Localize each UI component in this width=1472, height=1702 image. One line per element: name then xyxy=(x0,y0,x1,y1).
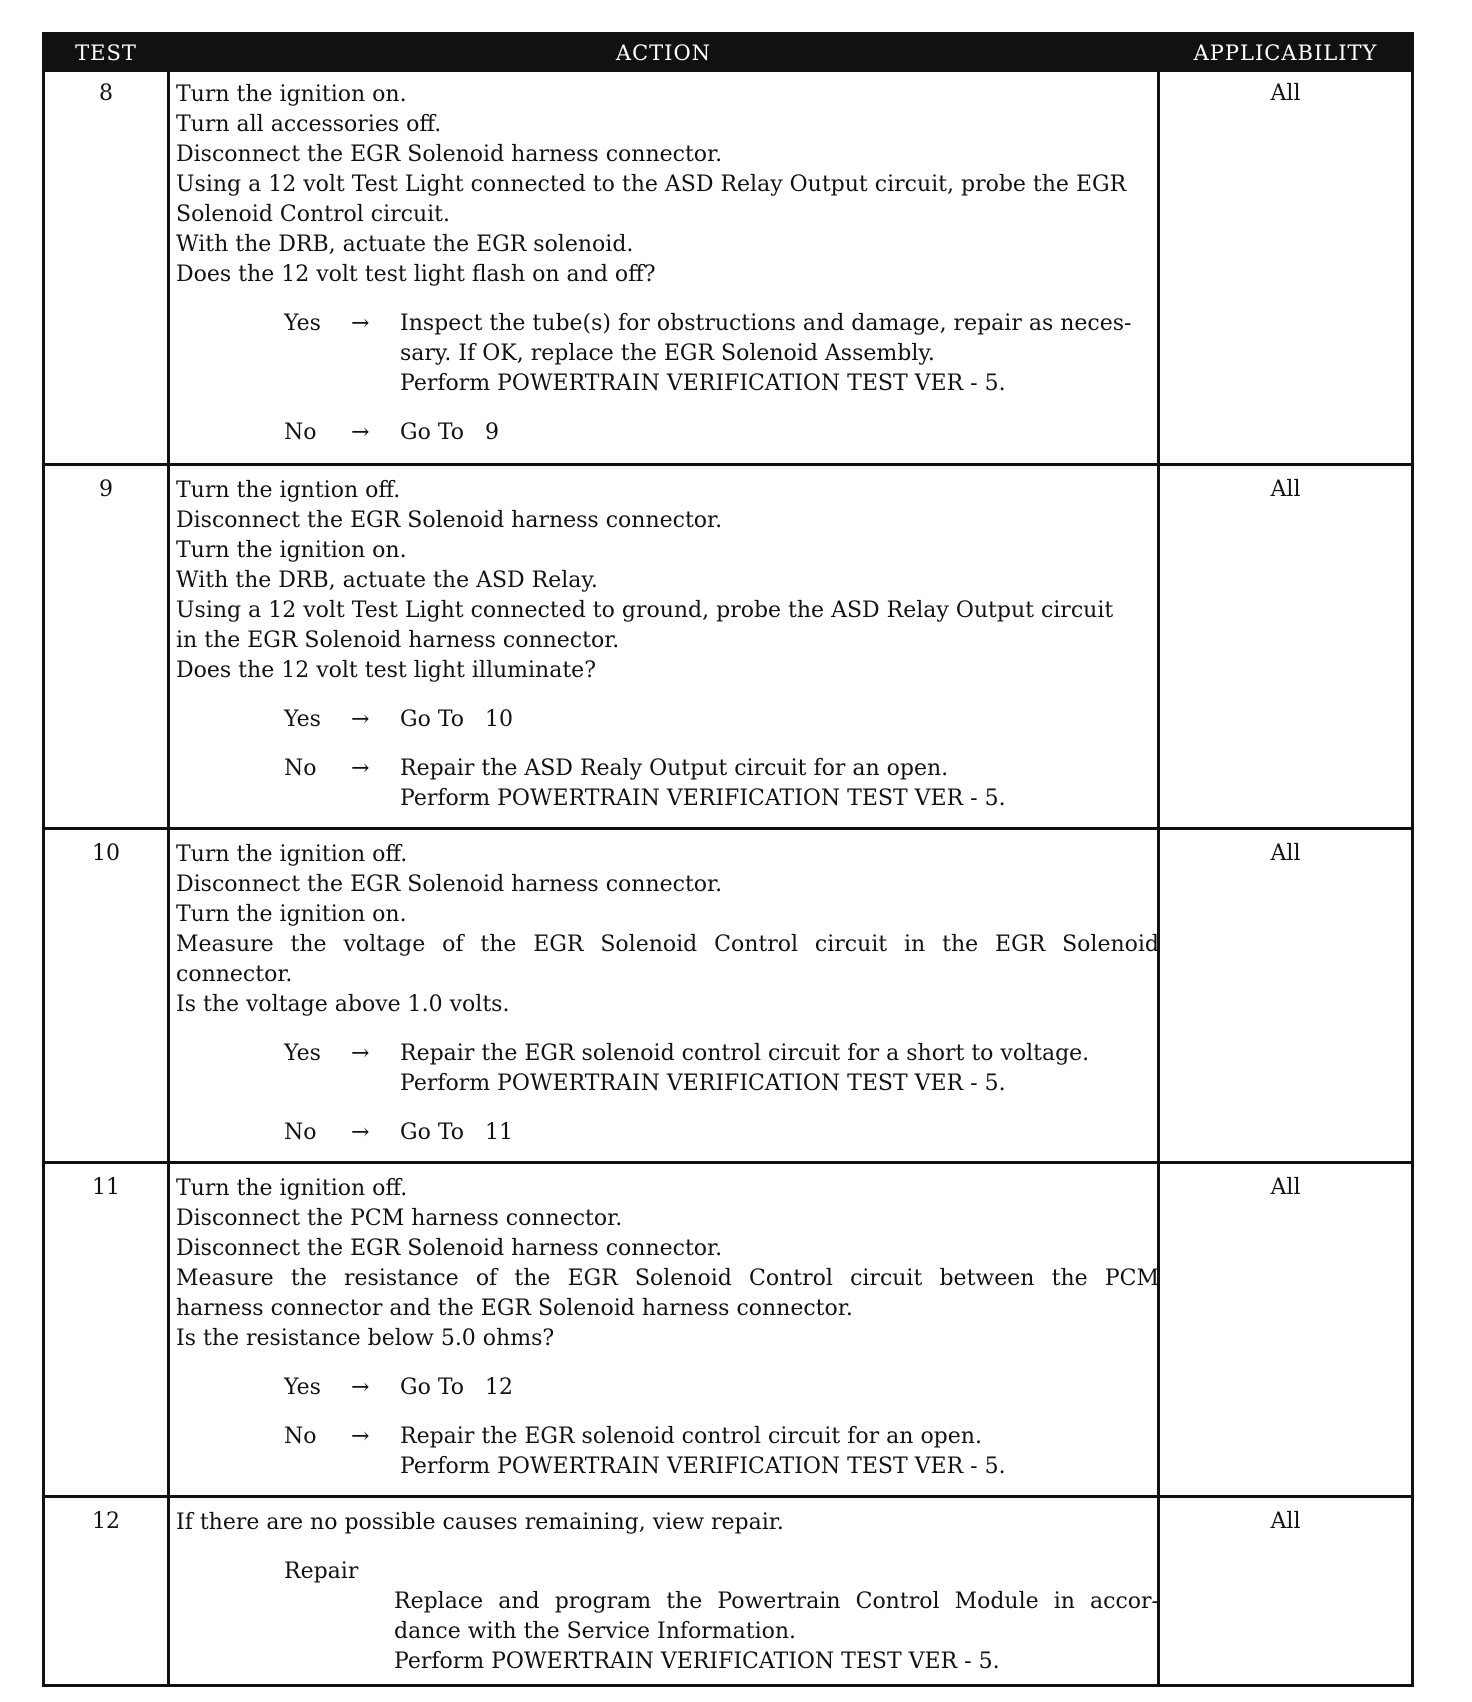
branch-line: Perform POWERTRAIN VERIFICATION TEST VER - 5. xyxy=(400,371,1006,396)
action-line: connector. xyxy=(176,962,293,987)
test-number: 8 xyxy=(99,81,113,106)
action-line: Turn all accessories off. xyxy=(176,112,442,137)
action-line: With the DRB, actuate the EGR solenoid. xyxy=(176,232,634,257)
row-divider xyxy=(45,1495,1411,1498)
action-line: Disconnect the EGR Solenoid harness connector. xyxy=(176,508,723,533)
branch-line: Go To 10 xyxy=(400,707,513,732)
test-number: 12 xyxy=(92,1509,120,1534)
yes-branch xyxy=(176,705,1159,735)
test-number: 9 xyxy=(99,477,113,502)
action-line: Is the resistance below 5.0 ohms? xyxy=(176,1326,555,1351)
action-line: If there are no possible causes remaining, view repair. xyxy=(176,1510,784,1535)
action-line: Measure the voltage of the EGR Solenoid Control circuit in the EGR Solenoid xyxy=(176,932,1159,957)
repair-label: Repair xyxy=(284,1559,359,1584)
row-divider xyxy=(45,463,1411,466)
test-number: 10 xyxy=(92,841,120,866)
arrow-right-icon: → xyxy=(351,1424,370,1449)
arrow-right-icon: → xyxy=(351,756,370,781)
action-line: Turn the ignition off. xyxy=(176,1176,408,1201)
header-action: ACTION xyxy=(615,41,712,65)
branch-line: Go To 11 xyxy=(400,1120,513,1145)
action-line: Disconnect the EGR Solenoid harness connector. xyxy=(176,1236,723,1261)
no-branch xyxy=(176,418,1159,448)
applicability-value: All xyxy=(1270,1509,1301,1534)
header-test: TEST xyxy=(75,41,137,65)
no-label: No xyxy=(284,1120,317,1145)
test-number: 11 xyxy=(92,1175,120,1200)
arrow-right-icon: → xyxy=(351,1041,370,1066)
yes-label: Yes xyxy=(284,1375,321,1400)
no-branch xyxy=(176,1422,1159,1482)
yes-branch xyxy=(176,309,1159,399)
arrow-right-icon: → xyxy=(351,1375,370,1400)
yes-branch xyxy=(176,1373,1159,1403)
repair-line: Replace and program the Powertrain Control Module in accor- xyxy=(394,1589,1159,1614)
action-cell xyxy=(176,1174,1159,1482)
branch-line: Perform POWERTRAIN VERIFICATION TEST VER - 5. xyxy=(400,1454,1006,1479)
action-line: Disconnect the PCM harness connector. xyxy=(176,1206,623,1231)
action-line: Does the 12 volt test light illuminate? xyxy=(176,658,596,683)
no-branch xyxy=(176,1118,1159,1148)
branch-line: Perform POWERTRAIN VERIFICATION TEST VER - 5. xyxy=(400,1071,1006,1096)
action-line: Turn the ignition off. xyxy=(176,842,408,867)
action-line: With the DRB, actuate the ASD Relay. xyxy=(176,568,598,593)
yes-label: Yes xyxy=(284,311,321,336)
arrow-right-icon: → xyxy=(351,420,370,445)
row-divider xyxy=(45,1161,1411,1164)
action-line: Turn the ignition on. xyxy=(176,82,407,107)
no-branch xyxy=(176,754,1159,814)
action-line: Is the voltage above 1.0 volts. xyxy=(176,992,510,1017)
branch-line: Perform POWERTRAIN VERIFICATION TEST VER - 5. xyxy=(400,786,1006,811)
action-line: Disconnect the EGR Solenoid harness connector. xyxy=(176,872,723,897)
diagnostic-test-table xyxy=(42,32,1414,1687)
action-cell xyxy=(176,80,1159,448)
action-line: Disconnect the EGR Solenoid harness connector. xyxy=(176,142,723,167)
action-line: Turn the ignition on. xyxy=(176,902,407,927)
action-line: in the EGR Solenoid harness connector. xyxy=(176,628,620,653)
arrow-right-icon: → xyxy=(351,1120,370,1145)
action-cell xyxy=(176,840,1159,1148)
branch-line: Go To 9 xyxy=(400,420,499,445)
action-line: Does the 12 volt test light flash on and off? xyxy=(176,262,656,287)
repair-line: Perform POWERTRAIN VERIFICATION TEST VER - 5. xyxy=(394,1649,1000,1674)
action-line: Using a 12 volt Test Light connected to the ASD Relay Output circuit, probe the EGR xyxy=(176,172,1127,197)
arrow-right-icon: → xyxy=(351,707,370,732)
header-applicability: APPLICABILITY xyxy=(1193,41,1378,65)
applicability-value: All xyxy=(1270,81,1301,106)
applicability-value: All xyxy=(1270,477,1301,502)
applicability-value: All xyxy=(1270,1175,1301,1200)
no-label: No xyxy=(284,756,317,781)
action-cell xyxy=(176,476,1159,814)
action-line: Turn the ignition on. xyxy=(176,538,407,563)
column-divider xyxy=(167,72,170,1684)
branch-line: Repair the EGR solenoid control circuit for an open. xyxy=(400,1424,982,1449)
branch-line: Inspect the tube(s) for obstructions and damage, repair as neces- xyxy=(400,311,1132,336)
action-line: Solenoid Control circuit. xyxy=(176,202,451,227)
no-label: No xyxy=(284,1424,317,1449)
branch-line: Repair the EGR solenoid control circuit for a short to voltage. xyxy=(400,1041,1090,1066)
action-line: Measure the resistance of the EGR Solenoid Control circuit between the PCM xyxy=(176,1266,1159,1291)
yes-label: Yes xyxy=(284,707,321,732)
yes-label: Yes xyxy=(284,1041,321,1066)
applicability-value: All xyxy=(1270,841,1301,866)
action-cell xyxy=(176,1508,1159,1677)
action-line: Turn the igntion off. xyxy=(176,478,401,503)
branch-line: Repair the ASD Realy Output circuit for an open. xyxy=(400,756,949,781)
no-label: No xyxy=(284,420,317,445)
row-divider xyxy=(45,827,1411,830)
branch-line: sary. If OK, replace the EGR Solenoid Assembly. xyxy=(400,341,935,366)
table-header xyxy=(45,35,1411,72)
action-line: Using a 12 volt Test Light connected to ground, probe the ASD Relay Output circuit xyxy=(176,598,1114,623)
arrow-right-icon: → xyxy=(351,311,370,336)
repair-line: dance with the Service Information. xyxy=(394,1619,797,1644)
yes-branch xyxy=(176,1039,1159,1099)
repair-text xyxy=(176,1587,1159,1677)
branch-line: Go To 12 xyxy=(400,1375,513,1400)
action-line: harness connector and the EGR Solenoid harness connector. xyxy=(176,1296,853,1321)
